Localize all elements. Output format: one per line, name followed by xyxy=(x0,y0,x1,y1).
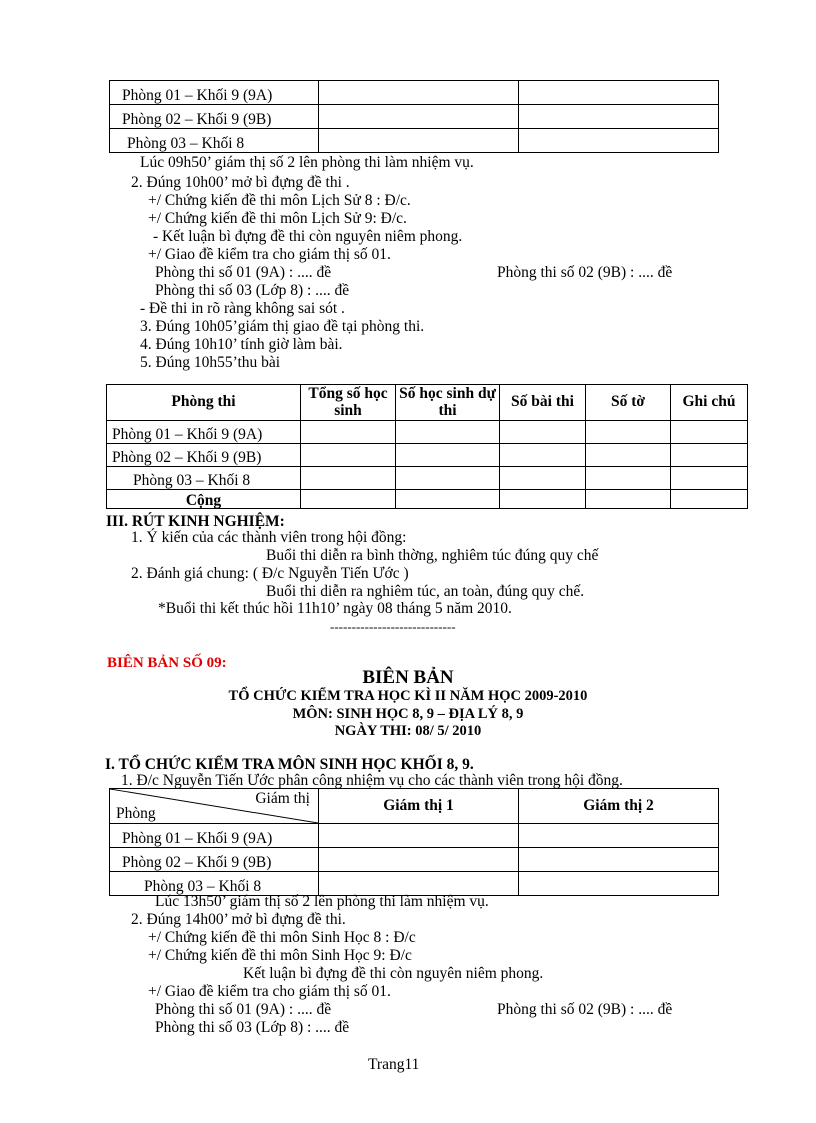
text-line: +/ Chứng kiến đề thi môn Sinh Học 8 : Đ/c xyxy=(148,929,416,946)
text-line: Phòng thi số 02 (9B) : .... đề xyxy=(497,264,673,281)
text-line: 1. Ý kiến của các thành viên trong hội đồng: xyxy=(131,529,407,546)
supervisor-axis-label: Giám thị xyxy=(255,790,310,807)
room-cell: Phòng 01 – Khối 9 (9A) xyxy=(110,824,319,848)
room-table-1 xyxy=(109,80,719,153)
header-notes: Ghi chú xyxy=(671,385,748,421)
diagonal-header-cell xyxy=(110,789,319,824)
document-subject: MÔN: SINH HỌC 8, 9 – ĐỊA LÝ 8, 9 xyxy=(292,706,524,722)
document-date: NGÀY THI: 08/ 5/ 2010 xyxy=(334,723,482,739)
room-cell: Phòng 03 – Khối 8 xyxy=(110,872,319,896)
text-line: +/ Giao đề kiểm tra cho giám thị số 01. xyxy=(148,246,391,263)
table-cell xyxy=(319,81,519,105)
text-line: 1. Đ/c Nguyễn Tiến Ước phân công nhiệm vụ cho các thành viên trong hội đồng. xyxy=(121,772,623,789)
text-line: +/ Giao đề kiểm tra cho giám thị số 01. xyxy=(148,983,391,1000)
table-cell xyxy=(519,129,719,153)
header-supervisor-2: Giám thị 2 xyxy=(519,789,719,824)
room-axis-label: Phòng xyxy=(116,804,156,822)
text-line: +/ Chứng kiến đề thi môn Lịch Sử 9: Đ/c. xyxy=(148,210,407,227)
header-room: Phòng thi xyxy=(107,385,301,421)
page-number: Trang11 xyxy=(368,1056,420,1073)
section-heading: I. TỔ CHỨC KIỂM TRA MÔN SINH HỌC KHỐI 8, 9. xyxy=(105,756,474,773)
text-line: Buổi thi diễn ra nghiêm túc, an toàn, đúng quy chế. xyxy=(266,583,585,600)
header-papers: Số bài thi xyxy=(500,385,586,421)
text-line: Kết luận bì đựng đề thi còn nguyên niêm phong. xyxy=(243,965,544,982)
statistics-table xyxy=(106,384,748,509)
text-line: Lúc 13h50’ giám thị số 2 lên phòng thi làm nhiệm vụ. xyxy=(155,893,489,910)
text-line: 4. Đúng 10h10’ tính giờ làm bài. xyxy=(140,336,343,353)
text-line: Phòng thi số 01 (9A) : .... đề xyxy=(155,264,332,281)
header-supervisor-1: Giám thị 1 xyxy=(319,789,519,824)
room-cell: Phòng 02 – Khối 9 (9B) xyxy=(110,105,319,129)
table-cell xyxy=(519,81,719,105)
text-line: +/ Chứng kiến đề thi môn Sinh Học 9: Đ/c xyxy=(148,947,412,964)
text-line: 2. Đánh giá chung: ( Đ/c Nguyễn Tiến Ước ) xyxy=(131,565,409,582)
total-row-label: Cộng xyxy=(107,490,301,509)
text-line: 5. Đúng 10h55’thu bài xyxy=(140,354,281,371)
room-cell: Phòng 01 – Khối 9 (9A) xyxy=(110,81,319,105)
room-cell: Phòng 01 – Khối 9 (9A) xyxy=(107,421,301,444)
text-line: Phòng thi số 03 (Lớp 8) : .... đề xyxy=(155,1019,350,1036)
document-title: BIÊN BẢN xyxy=(362,667,454,688)
table-cell xyxy=(319,105,519,129)
header-total-students: Tổng số học sinh xyxy=(301,385,396,421)
text-line: Phòng thi số 01 (9A) : .... đề xyxy=(155,1001,332,1018)
room-cell: Phòng 02 – Khối 9 (9B) xyxy=(110,848,319,872)
table-cell xyxy=(319,129,519,153)
text-line: - Đề thi in rõ ràng không sai sót . xyxy=(140,300,345,317)
separator: ----------------------------- xyxy=(330,619,456,634)
text-line: - Kết luận bì đựng đề thi còn nguyên niêm phong. xyxy=(153,228,463,245)
text-line: Buổi thi diễn ra bình thờng, nghiêm túc đúng quy chế xyxy=(266,547,599,564)
room-cell: Phòng 03 – Khối 8 xyxy=(110,129,319,153)
text-line: 2. Đúng 14h00’ mở bì đựng đề thi. xyxy=(131,911,346,928)
table-cell xyxy=(519,105,719,129)
text-line: 3. Đúng 10h05’giám thị giao đề tại phòng thi. xyxy=(140,318,425,335)
room-table-2 xyxy=(109,788,719,896)
room-cell: Phòng 03 – Khối 8 xyxy=(107,467,301,490)
header-sheets: Số tờ xyxy=(586,385,671,421)
text-line: Phòng thi số 02 (9B) : .... đề xyxy=(497,1001,673,1018)
text-line: +/ Chứng kiến đề thi môn Lịch Sử 8 : Đ/c. xyxy=(148,192,411,209)
text-line: *Buổi thi kết thúc hồi 11h10’ ngày 08 tháng 5 năm 2010. xyxy=(158,600,512,617)
header-participants: Số học sinh dự thi xyxy=(396,385,500,421)
minutes-label: BIÊN BẢN SỐ 09: xyxy=(107,655,227,671)
text-line: 2. Đúng 10h00’ mở bì đựng đề thi . xyxy=(131,174,350,191)
section-heading: III. RÚT KINH NGHIỆM: xyxy=(106,513,285,530)
text-line: Phòng thi số 03 (Lớp 8) : .... đề xyxy=(155,282,350,299)
room-cell: Phòng 02 – Khối 9 (9B) xyxy=(107,444,301,467)
text-line: Lúc 09h50’ giám thị số 2 lên phòng thi làm nhiệm vụ. xyxy=(140,154,474,171)
document-subtitle: TỔ CHỨC KIỂM TRA HỌC KÌ II NĂM HỌC 2009-2010 xyxy=(228,688,588,704)
